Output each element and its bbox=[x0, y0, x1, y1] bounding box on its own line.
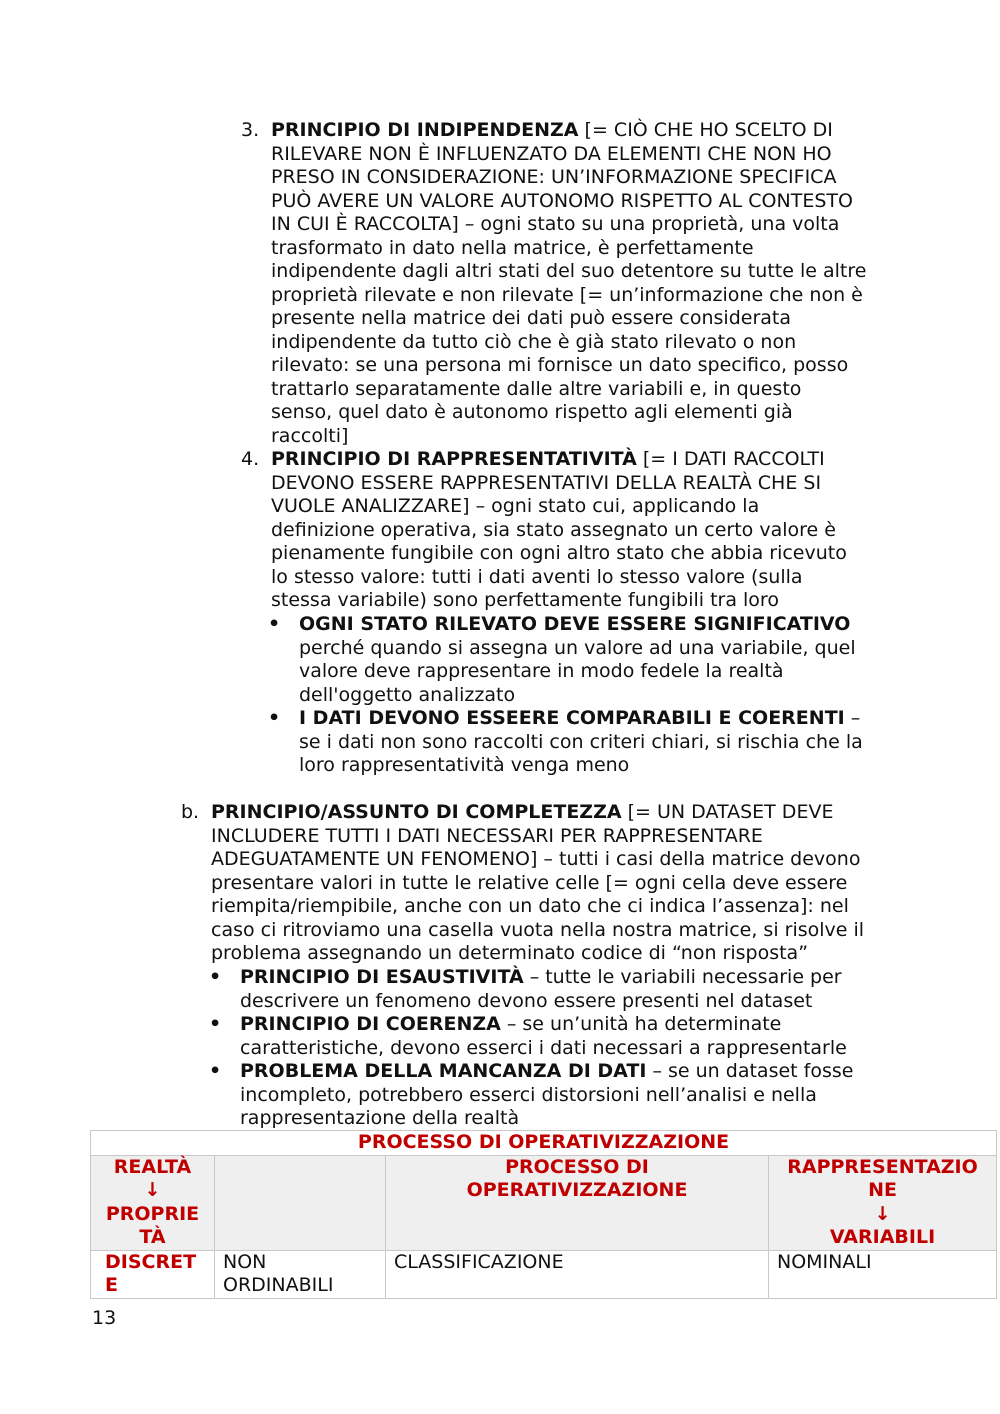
arrow-down-icon: ↓ bbox=[874, 1202, 891, 1225]
bullet-icon: • bbox=[209, 1060, 222, 1082]
list-item: PRINCIPIO DI ESAUSTIVITÀ – tutte le variabili necessarie per descrivere un fenomeno devono essere presenti nel dataset bbox=[240, 966, 842, 1012]
cell-nominal: NOMINALI bbox=[769, 1250, 997, 1298]
list-letter: b. bbox=[181, 801, 200, 823]
operationalization-table bbox=[90, 1130, 997, 1299]
cell-non-orderable: NON ORDINABILI bbox=[215, 1250, 386, 1298]
page-number: 13 bbox=[92, 1307, 117, 1329]
bullet-icon: • bbox=[209, 966, 222, 988]
principle-text: PRINCIPIO DI INDIPENDENZA [= CIÒ CHE HO SCELTO DI RILEVARE NON È INFLUENZATO DA ELEMENTI CHE NON HO PRESO IN CONSIDERAZIONE: UN’INFORMAZIONE SPECIFICA PUÒ AVERE UN VALORE AUTONOMO RISPETTO AL CONTESTO IN CUI È RACCOLTA] – ogni stato su una proprietà, una volta trasformato in dato nella matrice, è perfettamente indipendente dagli altri stati del suo detentore su tutte le altre proprietà rilevate e non rilevate [= un’informazione che non è presente nella matrice dei dati può essere considerata indipendente da tutto ciò che è già stato rilevato o non rilevato: se una persona mi fornisce un dato specifico, posso trattarlo separatamente dalle altre variabili e, in questo senso, quel dato è autonomo rispetto agli elementi già raccolti] bbox=[271, 119, 867, 447]
table-title-row bbox=[91, 1131, 997, 1156]
list-number: 4. bbox=[241, 448, 260, 470]
list-item: OGNI STATO RILEVATO DEVE ESSERE SIGNIFICATIVO perché quando si assegna un valore ad una variabile, quel valore deve rappresentare in modo fedele la realtà dell'oggetto analizzato bbox=[299, 613, 856, 706]
principle-title: PRINCIPIO DI INDIPENDENZA bbox=[271, 119, 579, 141]
arrow-down-icon: ↓ bbox=[144, 1179, 161, 1201]
principle-text: PRINCIPIO/ASSUNTO DI COMPLETEZZA [= UN DATASET DEVE INCLUDERE TUTTI I DATI NECESSARI PER RAPPRESENTARE ADEGUATAMENTE UN FENOMENO] – tutti i casi della matrice devono presentare valori in tutte le relative celle [= ogni cella deve essere riempita/riempibile, anche con un dato che ci indica l’assenza]: nel caso ci ritroviamo una casella vuota nella nostra matrice, si risolve il problema assegnando un determinato codice di “non risposta” bbox=[211, 801, 865, 964]
table-header-row bbox=[91, 1155, 997, 1250]
table-title: PROCESSO DI OPERATIVIZZAZIONE bbox=[91, 1131, 997, 1156]
list-item: PRINCIPIO DI COERENZA – se un’unità ha determinate caratteristiche, devono esserci i dati necessari a rappresentarle bbox=[240, 1013, 847, 1059]
header-process: PROCESSO DI OPERATIVIZZAZIONE bbox=[386, 1155, 769, 1250]
cell-classification: CLASSIFICAZIONE bbox=[386, 1250, 769, 1298]
principle-title: PRINCIPIO/ASSUNTO DI COMPLETEZZA bbox=[211, 801, 622, 823]
bullet-icon: • bbox=[268, 613, 281, 635]
bullet-icon: • bbox=[268, 707, 281, 729]
principle-text: PRINCIPIO DI RAPPRESENTATIVITÀ [= I DATI RACCOLTI DEVONO ESSERE RAPPRESENTATIVI DELLA REALTÀ CHE SI VUOLE ANALIZZARE] – ogni stato cui, applicando la definizione operativa, sia stato assegnato un certo valore è pienamente fungibile con ogni altro stato che abbia ricevuto lo stesso valore: tutti i dati aventi lo stesso valore (sulla stessa variabile) sono perfettamente fungibili tra loro bbox=[271, 448, 847, 611]
list-number: 3. bbox=[241, 119, 260, 141]
list-item: PROBLEMA DELLA MANCANZA DI DATI – se un dataset fosse incompleto, potrebbero esserci distorsioni nell’analisi e nella rappresentazione della realtà bbox=[240, 1060, 854, 1129]
bullet-icon: • bbox=[209, 1013, 222, 1035]
principle-title: PRINCIPIO DI RAPPRESENTATIVITÀ bbox=[271, 448, 637, 470]
cell-discrete: DISCRET E bbox=[91, 1250, 215, 1298]
header-representation: RAPPRESENTAZIO NE ↓ VARIABILI bbox=[769, 1155, 997, 1250]
table-row bbox=[91, 1250, 997, 1298]
header-empty bbox=[215, 1155, 386, 1250]
list-item: I DATI DEVONO ESSEERE COMPARABILI E COERENTI – se i dati non sono raccolti con criteri chiari, si rischia che la loro rappresentatività venga meno bbox=[299, 707, 863, 776]
header-reality: REALTÀ ↓ PROPRIE TÀ bbox=[91, 1155, 215, 1250]
